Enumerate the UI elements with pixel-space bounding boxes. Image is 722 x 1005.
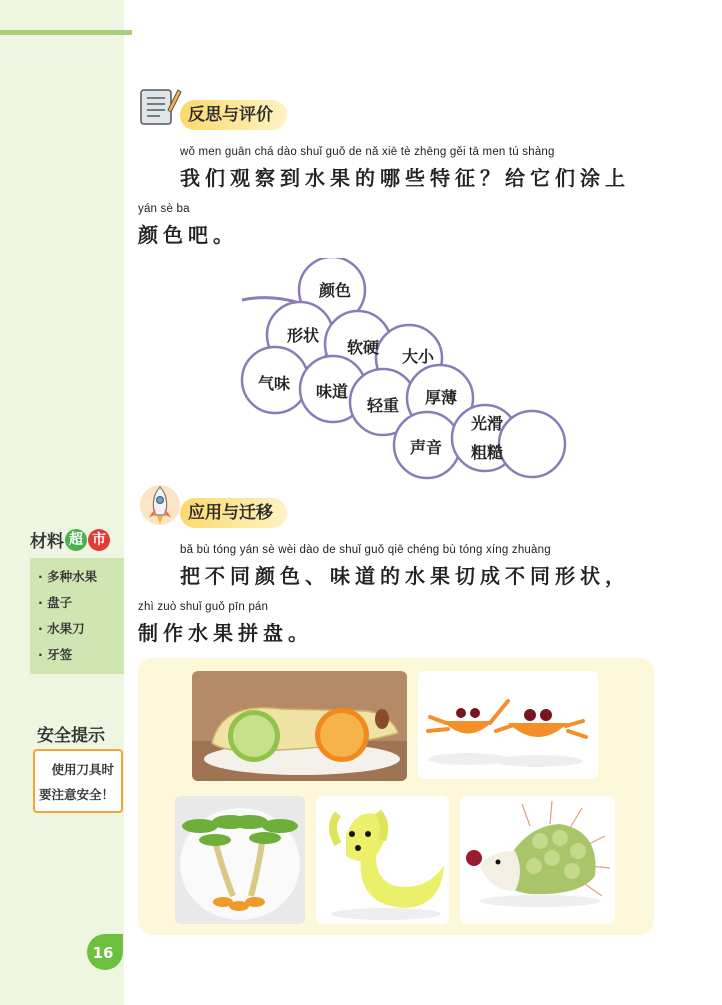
notebook-pencil-icon — [138, 84, 182, 128]
sidebar — [0, 0, 124, 1005]
safety-tip-text: 使用刀具时要注意安全！ — [33, 749, 123, 813]
safety-tip-box — [33, 721, 123, 813]
pinyin-line: zhì zuò shuǐ guǒ pīn pán — [138, 601, 269, 613]
grape-label: 气味 — [257, 374, 291, 393]
grape-circle — [499, 411, 565, 477]
grape-label: 轻重 — [366, 396, 400, 415]
grape-label: 光滑 — [470, 414, 504, 433]
pinyin-line: bǎ bù tóng yán sè wèi dào de shuǐ guǒ qiē chéng bù tóng xíng zhuàng — [180, 544, 551, 556]
banana-car-photo — [192, 671, 407, 781]
grape-label: 味道 — [315, 382, 349, 401]
orange-crab-photo — [418, 671, 598, 779]
body-text: 我们观察到水果的哪些特征？给它们涂上 — [180, 166, 630, 190]
body-text: 颜色吧。 — [138, 223, 238, 247]
materials-list — [30, 558, 124, 674]
list-item: · 牙签 — [38, 647, 73, 662]
grape-label: 大小 — [401, 347, 435, 366]
top-divider — [0, 30, 132, 35]
rocket-icon — [138, 483, 182, 527]
list-item: · 水果刀 — [38, 621, 85, 636]
fruit-feature-grape-diagram — [230, 258, 580, 483]
grape-label: 声音 — [409, 438, 443, 457]
grape-label: 厚薄 — [424, 388, 458, 407]
body-text: 把不同颜色、味道的水果切成不同形状， — [180, 564, 630, 588]
grape-label: 粗糙 — [470, 443, 504, 462]
kiwi-palm-tree-photo — [175, 796, 305, 924]
materials-badge: 超 — [65, 529, 87, 551]
grape-label: 形状 — [286, 326, 320, 345]
section-title-apply: 应用与迁移 — [180, 498, 287, 528]
page-number: 16 — [92, 944, 114, 962]
safety-tip-title: 安全提示 — [37, 726, 105, 746]
list-item: · 多种水果 — [38, 569, 98, 584]
pinyin-line: yán sè ba — [138, 203, 190, 215]
materials-badge: 市 — [88, 529, 110, 551]
section-title-reflect: 反思与评价 — [180, 100, 287, 130]
grape-hedgehog-photo — [460, 796, 615, 924]
grape-label: 软硬 — [346, 338, 380, 357]
body-text: 制作水果拼盘。 — [138, 621, 313, 645]
banana-dog-photo — [316, 796, 449, 924]
materials-box — [30, 527, 124, 674]
pinyin-line: wǒ men guān chá dào shuǐ guǒ de nǎ xiē tè zhēng gěi tā men tú shàng — [180, 146, 555, 158]
grape-label: 颜色 — [318, 281, 352, 300]
list-item: · 盘子 — [38, 595, 73, 610]
page-number-badge — [85, 932, 125, 972]
materials-title: 材 料 超 市 — [30, 527, 124, 552]
